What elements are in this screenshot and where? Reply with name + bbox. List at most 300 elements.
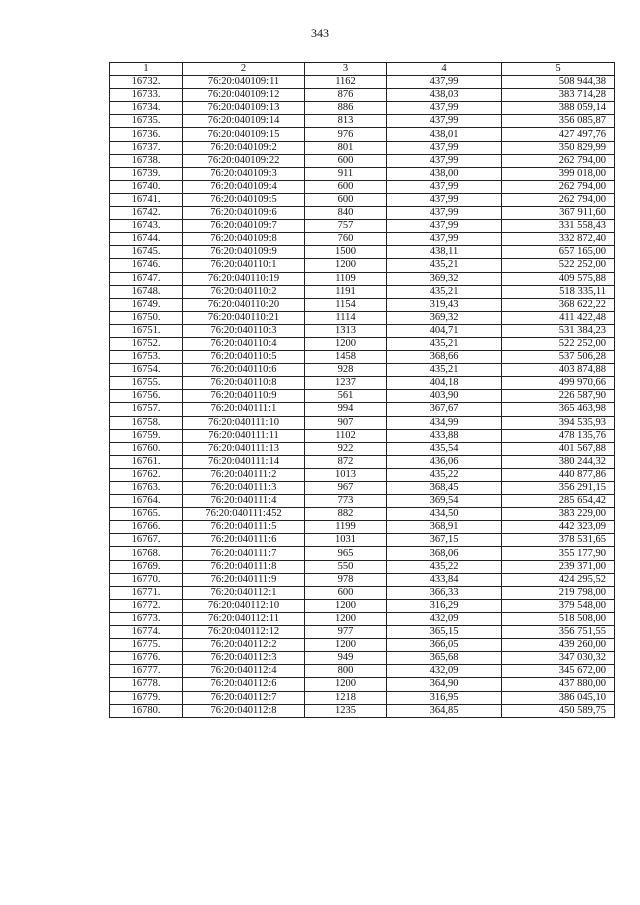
table-row <box>110 167 615 180</box>
cadastral-value-cell: 657 165,00 <box>502 246 615 259</box>
area-cell: 1013 <box>305 468 387 481</box>
cadastral-value-cell: 386 045,10 <box>502 691 615 704</box>
cadastral-number-cell: 76:20:040110:6 <box>183 364 305 377</box>
row-number-cell: 16738. <box>110 154 183 167</box>
row-number-cell: 16761. <box>110 455 183 468</box>
cadastral-value-cell: 427 497,76 <box>502 128 615 141</box>
area-cell: 907 <box>305 416 387 429</box>
cadastral-value-cell: 424 295,52 <box>502 573 615 586</box>
area-cell: 600 <box>305 154 387 167</box>
area-cell: 1500 <box>305 246 387 259</box>
table-row <box>110 495 615 508</box>
cadastral-value-cell: 332 872,40 <box>502 233 615 246</box>
cadastral-value-cell: 518 508,00 <box>502 612 615 625</box>
column-header-5: 5 <box>502 63 615 76</box>
area-cell: 876 <box>305 89 387 102</box>
area-cell: 1154 <box>305 298 387 311</box>
specific-value-cell: 368,66 <box>387 351 502 364</box>
column-header-1: 1 <box>110 63 183 76</box>
table-row <box>110 285 615 298</box>
row-number-cell: 16737. <box>110 141 183 154</box>
table-row <box>110 324 615 337</box>
cadastral-number-cell: 76:20:040109:9 <box>183 246 305 259</box>
area-cell: 600 <box>305 180 387 193</box>
table-row <box>110 691 615 704</box>
area-cell: 1313 <box>305 324 387 337</box>
specific-value-cell: 437,99 <box>387 102 502 115</box>
table-row <box>110 403 615 416</box>
cadastral-value-cell: 508 944,38 <box>502 76 615 89</box>
cadastral-number-cell: 76:20:040110:9 <box>183 390 305 403</box>
table-row <box>110 429 615 442</box>
area-cell: 922 <box>305 442 387 455</box>
area-cell: 757 <box>305 220 387 233</box>
table-row <box>110 652 615 665</box>
area-cell: 967 <box>305 482 387 495</box>
area-cell: 882 <box>305 508 387 521</box>
cadastral-number-cell: 76:20:040109:5 <box>183 193 305 206</box>
specific-value-cell: 437,99 <box>387 76 502 89</box>
row-number-cell: 16747. <box>110 272 183 285</box>
page-number: 343 <box>311 26 329 40</box>
cadastral-value-cell: 347 030,32 <box>502 652 615 665</box>
specific-value-cell: 435,22 <box>387 560 502 573</box>
cadastral-value-cell: 379 548,00 <box>502 599 615 612</box>
cadastral-value-cell: 368 622,22 <box>502 298 615 311</box>
specific-value-cell: 438,00 <box>387 167 502 180</box>
cadastral-number-cell: 76:20:040109:15 <box>183 128 305 141</box>
row-number-cell: 16777. <box>110 665 183 678</box>
cadastral-value-cell: 219 798,00 <box>502 586 615 599</box>
cadastral-number-cell: 76:20:040111:4 <box>183 495 305 508</box>
cadastral-value-cell: 378 531,65 <box>502 534 615 547</box>
cadastral-number-cell: 76:20:040111:452 <box>183 508 305 521</box>
cadastral-number-cell: 76:20:040109:8 <box>183 233 305 246</box>
area-cell: 1109 <box>305 272 387 285</box>
area-cell: 1200 <box>305 599 387 612</box>
area-cell: 1200 <box>305 678 387 691</box>
table-row <box>110 704 615 717</box>
specific-value-cell: 403,90 <box>387 390 502 403</box>
cadastral-value-cell: 262 794,00 <box>502 193 615 206</box>
specific-value-cell: 437,99 <box>387 115 502 128</box>
table-header-row <box>110 63 615 76</box>
area-cell: 1200 <box>305 337 387 350</box>
table-row <box>110 272 615 285</box>
table-row <box>110 233 615 246</box>
cadastral-number-cell: 76:20:040112:12 <box>183 626 305 639</box>
specific-value-cell: 437,99 <box>387 233 502 246</box>
table-row <box>110 364 615 377</box>
specific-value-cell: 438,11 <box>387 246 502 259</box>
row-number-cell: 16775. <box>110 639 183 652</box>
cadastral-number-cell: 76:20:040110:4 <box>183 337 305 350</box>
table-row <box>110 626 615 639</box>
cadastral-value-cell: 356 751,55 <box>502 626 615 639</box>
table-row <box>110 193 615 206</box>
table-row <box>110 390 615 403</box>
cadastral-value-cell: 399 018,00 <box>502 167 615 180</box>
area-cell: 949 <box>305 652 387 665</box>
area-cell: 773 <box>305 495 387 508</box>
area-cell: 1102 <box>305 429 387 442</box>
cadastral-number-cell: 76:20:040111:11 <box>183 429 305 442</box>
table-row <box>110 455 615 468</box>
specific-value-cell: 435,22 <box>387 468 502 481</box>
area-cell: 1200 <box>305 639 387 652</box>
area-cell: 840 <box>305 207 387 220</box>
area-cell: 1191 <box>305 285 387 298</box>
row-number-cell: 16759. <box>110 429 183 442</box>
row-number-cell: 16739. <box>110 167 183 180</box>
row-number-cell: 16765. <box>110 508 183 521</box>
table-row <box>110 639 615 652</box>
table-row <box>110 128 615 141</box>
specific-value-cell: 368,45 <box>387 482 502 495</box>
specific-value-cell: 432,09 <box>387 612 502 625</box>
row-number-cell: 16736. <box>110 128 183 141</box>
row-number-cell: 16773. <box>110 612 183 625</box>
specific-value-cell: 404,71 <box>387 324 502 337</box>
cadastral-number-cell: 76:20:040109:2 <box>183 141 305 154</box>
table-row <box>110 678 615 691</box>
cadastral-number-cell: 76:20:040111:13 <box>183 442 305 455</box>
specific-value-cell: 368,91 <box>387 521 502 534</box>
area-cell: 994 <box>305 403 387 416</box>
table-row <box>110 207 615 220</box>
row-number-cell: 16771. <box>110 586 183 599</box>
cadastral-value-cell: 262 794,00 <box>502 180 615 193</box>
cadastral-value-cell: 478 135,76 <box>502 429 615 442</box>
table-row <box>110 482 615 495</box>
cadastral-value-cell: 350 829,99 <box>502 141 615 154</box>
specific-value-cell: 437,99 <box>387 141 502 154</box>
specific-value-cell: 438,01 <box>387 128 502 141</box>
row-number-cell: 16749. <box>110 298 183 311</box>
table-row <box>110 115 615 128</box>
table-row <box>110 612 615 625</box>
cadastral-value-cell: 331 558,43 <box>502 220 615 233</box>
row-number-cell: 16751. <box>110 324 183 337</box>
row-number-cell: 16752. <box>110 337 183 350</box>
specific-value-cell: 364,90 <box>387 678 502 691</box>
area-cell: 1237 <box>305 377 387 390</box>
cadastral-value-cell: 531 384,23 <box>502 324 615 337</box>
specific-value-cell: 366,33 <box>387 586 502 599</box>
specific-value-cell: 369,54 <box>387 495 502 508</box>
row-number-cell: 16733. <box>110 89 183 102</box>
area-cell: 1218 <box>305 691 387 704</box>
cadastral-number-cell: 76:20:040110:1 <box>183 259 305 272</box>
column-header-2: 2 <box>183 63 305 76</box>
specific-value-cell: 316,29 <box>387 599 502 612</box>
cadastral-value-cell: 409 575,88 <box>502 272 615 285</box>
cadastral-number-cell: 76:20:040111:9 <box>183 573 305 586</box>
cadastral-number-cell: 76:20:040109:4 <box>183 180 305 193</box>
row-number-cell: 16741. <box>110 193 183 206</box>
cadastral-number-cell: 76:20:040109:7 <box>183 220 305 233</box>
row-number-cell: 16763. <box>110 482 183 495</box>
specific-value-cell: 434,50 <box>387 508 502 521</box>
specific-value-cell: 365,15 <box>387 626 502 639</box>
area-cell: 600 <box>305 193 387 206</box>
row-number-cell: 16754. <box>110 364 183 377</box>
area-cell: 1031 <box>305 534 387 547</box>
area-cell: 801 <box>305 141 387 154</box>
cadastral-number-cell: 76:20:040111:1 <box>183 403 305 416</box>
specific-value-cell: 369,32 <box>387 272 502 285</box>
area-cell: 1162 <box>305 76 387 89</box>
cadastral-value-cell: 285 654,42 <box>502 495 615 508</box>
cadastral-number-cell: 76:20:040109:22 <box>183 154 305 167</box>
table-row <box>110 298 615 311</box>
specific-value-cell: 435,21 <box>387 337 502 350</box>
row-number-cell: 16740. <box>110 180 183 193</box>
cadastral-number-cell: 76:20:040110:5 <box>183 351 305 364</box>
cadastral-number-cell: 76:20:040111:7 <box>183 547 305 560</box>
row-number-cell: 16746. <box>110 259 183 272</box>
specific-value-cell: 437,99 <box>387 154 502 167</box>
specific-value-cell: 437,99 <box>387 193 502 206</box>
row-number-cell: 16745. <box>110 246 183 259</box>
cadastral-number-cell: 76:20:040109:6 <box>183 207 305 220</box>
cadastral-number-cell: 76:20:040110:19 <box>183 272 305 285</box>
cadastral-value-cell: 437 880,00 <box>502 678 615 691</box>
specific-value-cell: 434,99 <box>387 416 502 429</box>
cadastral-number-cell: 76:20:040110:20 <box>183 298 305 311</box>
cadastral-value-cell: 403 874,88 <box>502 364 615 377</box>
area-cell: 561 <box>305 390 387 403</box>
area-cell: 928 <box>305 364 387 377</box>
area-cell: 813 <box>305 115 387 128</box>
specific-value-cell: 435,21 <box>387 364 502 377</box>
row-number-cell: 16744. <box>110 233 183 246</box>
table-row <box>110 508 615 521</box>
table-row <box>110 76 615 89</box>
area-cell: 760 <box>305 233 387 246</box>
cadastral-value-cell: 365 463,98 <box>502 403 615 416</box>
cadastral-number-cell: 76:20:040112:11 <box>183 612 305 625</box>
cadastral-value-cell: 239 371,00 <box>502 560 615 573</box>
table-row <box>110 573 615 586</box>
area-cell: 872 <box>305 455 387 468</box>
specific-value-cell: 437,99 <box>387 220 502 233</box>
table-row <box>110 468 615 481</box>
row-number-cell: 16774. <box>110 626 183 639</box>
cadastral-value-cell: 388 059,14 <box>502 102 615 115</box>
table-row <box>110 220 615 233</box>
row-number-cell: 16735. <box>110 115 183 128</box>
table-body <box>110 76 615 718</box>
area-cell: 1114 <box>305 311 387 324</box>
row-number-cell: 16780. <box>110 704 183 717</box>
cadastral-number-cell: 76:20:040109:13 <box>183 102 305 115</box>
table-row <box>110 259 615 272</box>
specific-value-cell: 437,99 <box>387 180 502 193</box>
specific-value-cell: 436,06 <box>387 455 502 468</box>
table-row <box>110 311 615 324</box>
specific-value-cell: 316,95 <box>387 691 502 704</box>
cadastral-value-table <box>109 62 615 718</box>
table-row <box>110 337 615 350</box>
area-cell: 550 <box>305 560 387 573</box>
row-number-cell: 16734. <box>110 102 183 115</box>
cadastral-number-cell: 76:20:040110:8 <box>183 377 305 390</box>
specific-value-cell: 319,43 <box>387 298 502 311</box>
cadastral-number-cell: 76:20:040112:8 <box>183 704 305 717</box>
cadastral-value-cell: 537 506,28 <box>502 351 615 364</box>
table-row <box>110 521 615 534</box>
cadastral-value-cell: 394 535,93 <box>502 416 615 429</box>
area-cell: 976 <box>305 128 387 141</box>
table-row <box>110 665 615 678</box>
table-row <box>110 141 615 154</box>
specific-value-cell: 404,18 <box>387 377 502 390</box>
cadastral-number-cell: 76:20:040111:10 <box>183 416 305 429</box>
table-row <box>110 89 615 102</box>
specific-value-cell: 365,68 <box>387 652 502 665</box>
table-row <box>110 416 615 429</box>
cadastral-number-cell: 76:20:040109:14 <box>183 115 305 128</box>
cadastral-value-cell: 380 244,32 <box>502 455 615 468</box>
cadastral-value-cell: 518 335,11 <box>502 285 615 298</box>
cadastral-value-cell: 345 672,00 <box>502 665 615 678</box>
cadastral-number-cell: 76:20:040110:21 <box>183 311 305 324</box>
cadastral-number-cell: 76:20:040109:11 <box>183 76 305 89</box>
table-row <box>110 586 615 599</box>
area-cell: 911 <box>305 167 387 180</box>
table-row <box>110 246 615 259</box>
cadastral-value-cell: 356 291,15 <box>502 482 615 495</box>
table-row <box>110 599 615 612</box>
area-cell: 600 <box>305 586 387 599</box>
row-number-cell: 16767. <box>110 534 183 547</box>
specific-value-cell: 433,84 <box>387 573 502 586</box>
cadastral-number-cell: 76:20:040110:2 <box>183 285 305 298</box>
cadastral-number-cell: 76:20:040112:6 <box>183 678 305 691</box>
table-row <box>110 377 615 390</box>
area-cell: 1458 <box>305 351 387 364</box>
cadastral-value-cell: 442 323,09 <box>502 521 615 534</box>
area-cell: 1235 <box>305 704 387 717</box>
table-row <box>110 442 615 455</box>
cadastral-value-cell: 383 229,00 <box>502 508 615 521</box>
cadastral-value-cell: 262 794,00 <box>502 154 615 167</box>
cadastral-number-cell: 76:20:040111:8 <box>183 560 305 573</box>
cadastral-value-cell: 355 177,90 <box>502 547 615 560</box>
specific-value-cell: 364,85 <box>387 704 502 717</box>
row-number-cell: 16770. <box>110 573 183 586</box>
row-number-cell: 16766. <box>110 521 183 534</box>
column-header-4: 4 <box>387 63 502 76</box>
row-number-cell: 16756. <box>110 390 183 403</box>
cadastral-number-cell: 76:20:040109:3 <box>183 167 305 180</box>
cadastral-number-cell: 76:20:040109:12 <box>183 89 305 102</box>
cadastral-value-cell: 440 877,86 <box>502 468 615 481</box>
cadastral-value-cell: 522 252,00 <box>502 337 615 350</box>
cadastral-value-cell: 522 252,00 <box>502 259 615 272</box>
area-cell: 800 <box>305 665 387 678</box>
cadastral-number-cell: 76:20:040111:14 <box>183 455 305 468</box>
row-number-cell: 16772. <box>110 599 183 612</box>
row-number-cell: 16764. <box>110 495 183 508</box>
row-number-cell: 16755. <box>110 377 183 390</box>
specific-value-cell: 369,32 <box>387 311 502 324</box>
table-row <box>110 547 615 560</box>
specific-value-cell: 432,09 <box>387 665 502 678</box>
specific-value-cell: 366,05 <box>387 639 502 652</box>
row-number-cell: 16757. <box>110 403 183 416</box>
cadastral-number-cell: 76:20:040111:3 <box>183 482 305 495</box>
row-number-cell: 16768. <box>110 547 183 560</box>
cadastral-number-cell: 76:20:040112:4 <box>183 665 305 678</box>
row-number-cell: 16753. <box>110 351 183 364</box>
area-cell: 977 <box>305 626 387 639</box>
area-cell: 1199 <box>305 521 387 534</box>
row-number-cell: 16769. <box>110 560 183 573</box>
row-number-cell: 16776. <box>110 652 183 665</box>
specific-value-cell: 435,21 <box>387 285 502 298</box>
specific-value-cell: 435,54 <box>387 442 502 455</box>
cadastral-value-cell: 367 911,60 <box>502 207 615 220</box>
cadastral-value-cell: 450 589,75 <box>502 704 615 717</box>
column-header-3: 3 <box>305 63 387 76</box>
row-number-cell: 16742. <box>110 207 183 220</box>
cadastral-value-cell: 226 587,90 <box>502 390 615 403</box>
area-cell: 978 <box>305 573 387 586</box>
cadastral-number-cell: 76:20:040112:2 <box>183 639 305 652</box>
area-cell: 965 <box>305 547 387 560</box>
table-row <box>110 180 615 193</box>
area-cell: 1200 <box>305 612 387 625</box>
cadastral-value-cell: 439 260,00 <box>502 639 615 652</box>
row-number-cell: 16732. <box>110 76 183 89</box>
cadastral-number-cell: 76:20:040112:1 <box>183 586 305 599</box>
specific-value-cell: 438,03 <box>387 89 502 102</box>
specific-value-cell: 435,21 <box>387 259 502 272</box>
cadastral-number-cell: 76:20:040110:3 <box>183 324 305 337</box>
cadastral-value-cell: 356 085,87 <box>502 115 615 128</box>
table-row <box>110 351 615 364</box>
specific-value-cell: 368,06 <box>387 547 502 560</box>
table-row <box>110 534 615 547</box>
table-row <box>110 102 615 115</box>
area-cell: 886 <box>305 102 387 115</box>
cadastral-number-cell: 76:20:040112:10 <box>183 599 305 612</box>
row-number-cell: 16750. <box>110 311 183 324</box>
table-row <box>110 154 615 167</box>
cadastral-value-cell: 401 567,88 <box>502 442 615 455</box>
specific-value-cell: 437,99 <box>387 207 502 220</box>
cadastral-number-cell: 76:20:040112:7 <box>183 691 305 704</box>
row-number-cell: 16778. <box>110 678 183 691</box>
cadastral-number-cell: 76:20:040112:3 <box>183 652 305 665</box>
area-cell: 1200 <box>305 259 387 272</box>
cadastral-value-cell: 499 970,66 <box>502 377 615 390</box>
row-number-cell: 16748. <box>110 285 183 298</box>
specific-value-cell: 367,15 <box>387 534 502 547</box>
row-number-cell: 16762. <box>110 468 183 481</box>
row-number-cell: 16760. <box>110 442 183 455</box>
cadastral-number-cell: 76:20:040111:2 <box>183 468 305 481</box>
cadastral-value-cell: 383 714,28 <box>502 89 615 102</box>
specific-value-cell: 367,67 <box>387 403 502 416</box>
cadastral-number-cell: 76:20:040111:5 <box>183 521 305 534</box>
row-number-cell: 16758. <box>110 416 183 429</box>
row-number-cell: 16743. <box>110 220 183 233</box>
cadastral-number-cell: 76:20:040111:6 <box>183 534 305 547</box>
specific-value-cell: 433,88 <box>387 429 502 442</box>
